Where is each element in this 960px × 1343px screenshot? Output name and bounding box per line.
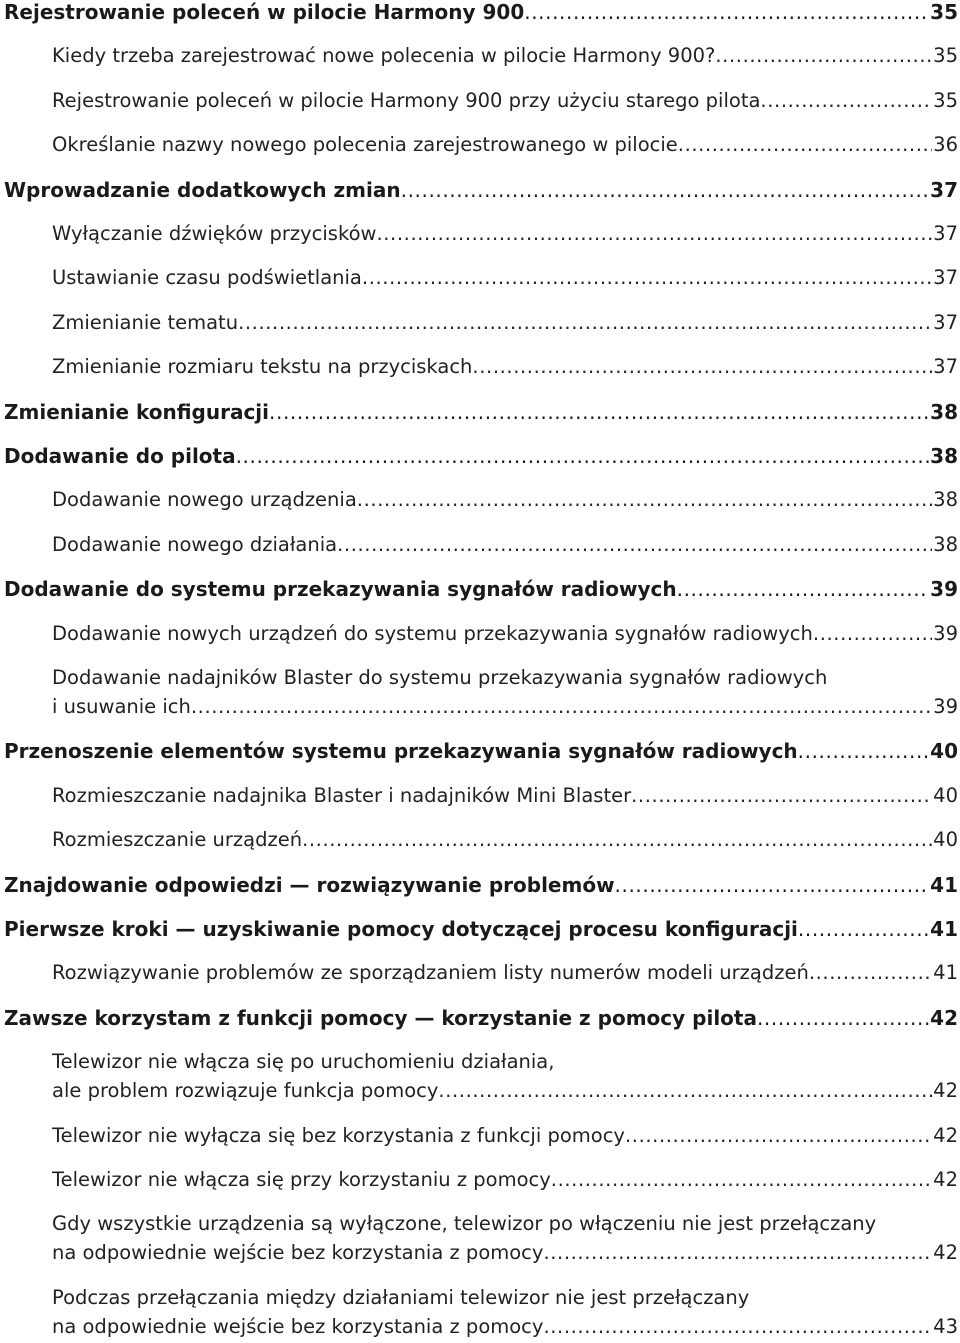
page-number: 39 [933,621,958,645]
page-number: 40 [933,783,958,807]
toc-entry-title: Dodawanie nowego działania [52,532,338,556]
dot-leader [615,873,930,897]
page-number: 41 [930,872,958,897]
toc-entry-line [4,917,958,945]
page-number: 39 [933,695,958,718]
toc-entry-title: ale problem rozwiązuje funkcja pomocy [52,1079,439,1103]
toc-entry-line [52,89,958,117]
dot-leader [238,311,932,334]
toc-entry-line [4,400,958,428]
page-number: 42 [933,1168,958,1191]
toc-entry-line [52,44,958,72]
toc-entry-title: Wyłączanie dźwięków przycisków [52,222,377,245]
toc-entry-title: Rozmieszczanie nadajnika Blaster i nadajników Mini Blaster [52,783,632,807]
toc-entry-title: Znajdowanie odpowiedzi — rozwiązywanie problemów [4,872,615,897]
dot-leader [302,828,932,851]
toc-entry-title: i usuwanie ich [52,695,191,718]
toc-entry-title: Telewizor nie włącza się przy korzystaniu z pomocy [52,1168,551,1191]
page-number: 37 [930,177,958,202]
page-number: 43 [933,1314,958,1338]
toc-entry-line [52,266,958,294]
dot-leader [715,44,932,67]
dot-leader [543,1315,932,1338]
toc-entry-line [52,355,958,383]
toc-entry-title: Określanie nazwy nowego polecenia zarejestrowanego w pilocie [52,133,678,157]
toc-entry-title: Dodawanie nowego urządzenia [52,488,357,512]
toc-entry-line [52,1079,958,1107]
toc-entry-line [4,739,958,767]
toc-entry-line [4,1006,958,1034]
toc-entry-title: Ustawianie czasu podświetlania [52,266,362,290]
toc-entry-line [4,0,958,28]
page-number: 42 [930,1005,958,1030]
dot-leader [376,222,932,245]
toc-entry-title: Zmienianie konfiguracji [4,399,270,424]
toc-entry-line [52,666,958,694]
page-number: 37 [933,266,958,290]
page-number: 37 [933,355,958,379]
toc-entry-line [52,622,958,650]
toc-entry-line [52,1315,958,1343]
toc-entry-title: Rozwiązywanie problemów ze sporządzaniem listy numerów modeli urządzeń [52,961,809,985]
dot-leader [362,266,932,289]
dot-leader [625,1124,932,1147]
dot-leader [543,1241,932,1264]
toc-entry-title: Dodawanie nowych urządzeń do systemu przekazywania sygnałów radiowych [52,621,813,645]
toc-entry-line [52,1241,958,1269]
page-number: 40 [933,828,958,852]
toc-entry-line [4,444,958,472]
toc-entry-line [4,178,958,206]
toc-entry-line [52,828,958,856]
toc-entry-title: Podczas przełączania między działaniami telewizor nie jest przełączany [52,1285,750,1309]
toc-entry-title: na odpowiednie wejście bez korzystania z pomocy [52,1241,544,1265]
dot-leader [798,917,929,941]
page-number: 37 [933,222,958,245]
toc-entry-title: Zmienianie tematu [52,310,239,334]
dot-leader [524,0,929,24]
page-number: 35 [933,44,958,68]
dot-leader [472,355,932,378]
dot-leader [337,533,932,556]
toc-entry-title: na odpowiednie wejście bez korzystania z pomocy [52,1314,544,1338]
dot-leader [269,400,929,424]
page-number: 38 [933,488,958,512]
toc-entry-line [52,1168,958,1196]
toc-entry-title: Dodawanie do pilota [4,444,236,468]
dot-leader [798,739,929,763]
toc-entry-line [52,311,958,339]
toc-entry-line [52,488,958,516]
dot-leader [438,1079,932,1102]
dot-leader [631,784,932,807]
toc-entry-line [52,1124,958,1152]
toc-entry-line [4,577,958,605]
toc-entry-title: Rejestrowanie poleceń w pilocie Harmony 900 przy użyciu starego pilota [52,88,761,112]
dot-leader [236,444,930,468]
toc-entry-line [52,222,958,250]
dot-leader [191,695,932,718]
page-number: 38 [930,444,958,468]
toc-entry-title: Zawsze korzystam z funkcji pomocy — korzystanie z pomocy pilota [4,1005,757,1030]
toc-entry-title: Gdy wszystkie urządzenia są wyłączone, telewizor po włączeniu nie jest przełączany [52,1212,877,1236]
page-number: 38 [933,532,958,556]
toc-entry-line [52,133,958,161]
dot-leader [677,577,930,601]
toc-entry-title: Rozmieszczanie urządzeń [52,828,303,852]
page-number: 40 [930,739,958,764]
toc-entry-title: Telewizor nie włącza się po uruchomieniu działania, [52,1050,555,1074]
dot-leader [357,488,932,511]
toc-entry-line [52,1212,958,1240]
toc-entry-title: Pierwsze kroki — uzyskiwanie pomocy dotyczącej procesu konfiguracji [4,917,798,941]
dot-leader [401,178,930,202]
page-number: 35 [930,0,958,24]
page-number: 41 [930,917,958,941]
toc-entry-title: Dodawanie do systemu przekazywania sygnałów radiowych [4,577,677,602]
page-number: 42 [933,1123,958,1147]
toc-entry-title: Wprowadzanie dodatkowych zmian [4,177,401,202]
toc-entry-line [52,1050,958,1078]
toc-entry-line [52,1286,958,1314]
page-number: 38 [930,399,958,424]
page-number: 42 [933,1079,958,1103]
page-number: 37 [933,310,958,334]
toc-entry-title: Kiedy trzeba zarejestrować nowe polecenia w pilocie Harmony 900? [52,44,716,68]
toc-entry-title: Dodawanie nadajników Blaster do systemu przekazywania sygnałów radiowych [52,666,828,689]
dot-leader [760,89,932,112]
toc-entry-line [4,873,958,901]
toc-entry-line [52,784,958,812]
page-number: 41 [933,961,958,985]
toc-entry-title: Telewizor nie wyłącza się bez korzystania z funkcji pomocy [52,1123,625,1147]
dot-leader [678,133,932,156]
page-number: 36 [933,133,958,157]
toc-entry-line [52,695,958,723]
page-number: 42 [933,1241,958,1265]
dot-leader [551,1168,932,1191]
toc-entry-line [52,533,958,561]
toc-entry-title: Rejestrowanie poleceń w pilocie Harmony 900 [4,0,525,24]
toc-entry-line [52,961,958,989]
toc-entry-title: Zmienianie rozmiaru tekstu na przyciskach [52,355,473,379]
page-number: 39 [930,577,958,602]
dot-leader [757,1006,929,1030]
dot-leader [809,961,932,984]
dot-leader [813,622,932,645]
toc-entry-title: Przenoszenie elementów systemu przekazywania sygnałów radiowych [4,739,798,764]
page-number: 35 [933,88,958,112]
